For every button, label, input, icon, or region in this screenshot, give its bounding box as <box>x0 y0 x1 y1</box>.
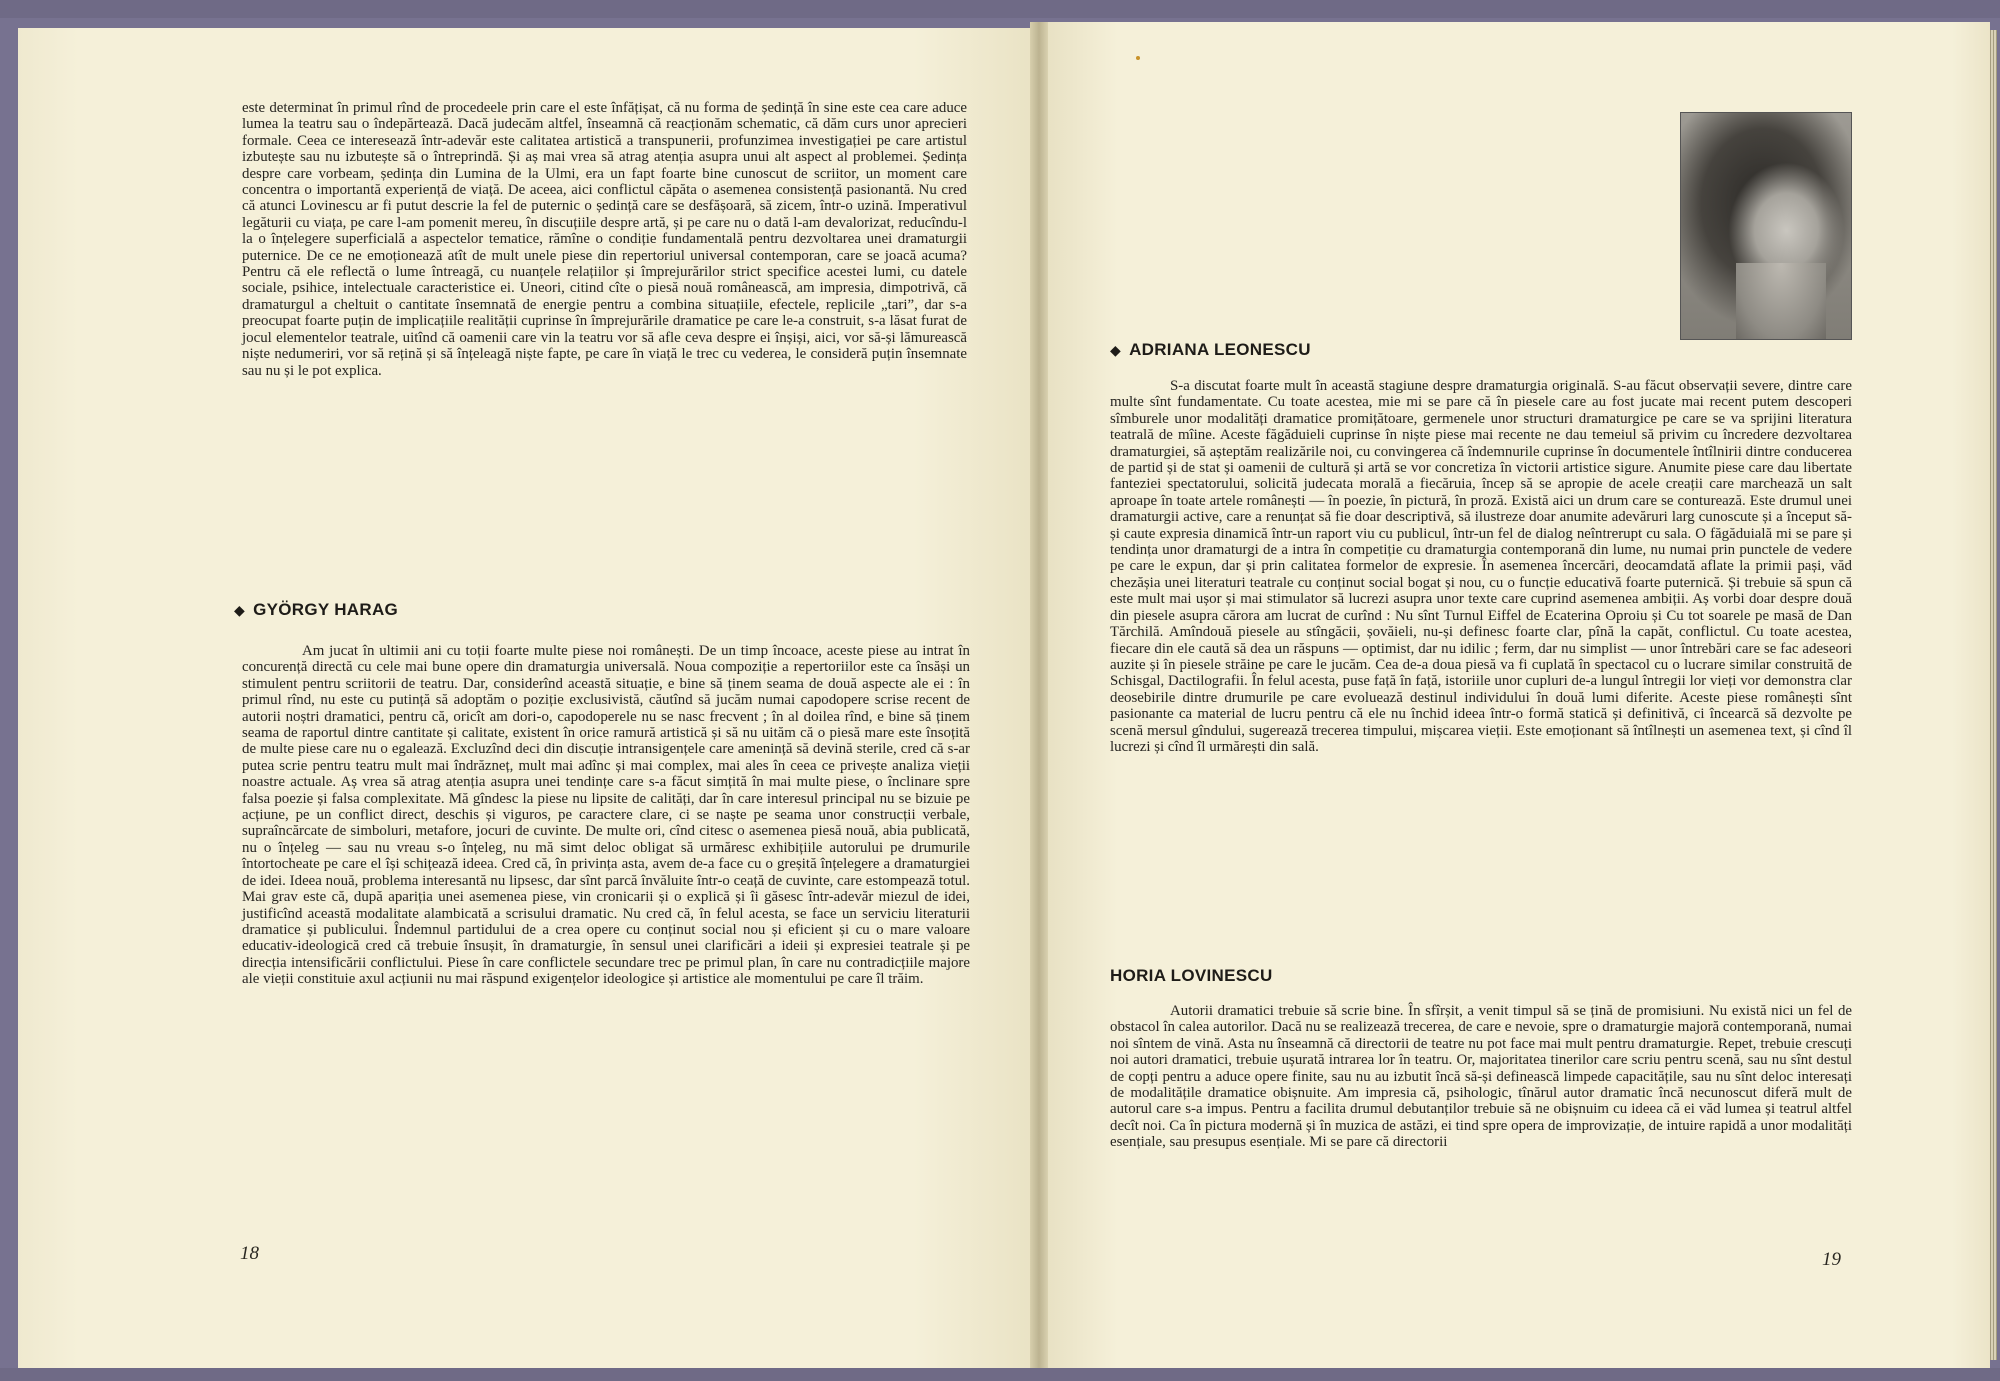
lovinescu-heading: HORIA LOVINESCU <box>1110 966 1273 985</box>
portrait-photo <box>1680 112 1852 340</box>
page-number-left: 18 <box>240 1243 259 1264</box>
leonescu-heading: ◆ ADRIANA LEONESCU <box>1110 340 1311 359</box>
lovinescu-section <box>1110 966 1710 986</box>
diamond-bullet-icon: ◆ <box>234 602 246 618</box>
harag-body: Am jucat în ultimii ani cu toții foarte multe piese noi românești. De un timp încoace, aceste piese au intrat în concurență directă cu cele mai bune opere din dramaturgia universală. Noua compoziție a repertoriilor este ca însăși un stimulent pentru scriitorii de teatru. Dar, considerînd această situație, e bine să ținem seama de două aspecte ale ei : în primul rînd, nu este cu putință să adoptăm o poziție exclusivistă, căutînd să jucăm numai capodopere scrise recent de autorii noștri dramatici, pentru că, oricît am dori-o, capodoperele nu se nasc frecvent ; în al doilea rînd, e bine să ținem seama de raportul dintre cantitate și calitate, existent în orice ramură artistică și să nu uităm că o piesă mare este însoțită de multe piese care nu o egalează. Excluzînd deci din discuție intransigențele care amenință să devină sterile, cred că s-ar putea scrie pentru teatru mult mai îndrăzneț, mult mai adînc și mai complex, mai ales în ceea ce privește analiza vieții noastre actuale. Aș vrea să atrag atenția asupra unei tendințe care s-a făcut simțită în mai multe piese, o înclinare spre falsa poezie și falsa complexitate. Mă gîndesc la piese nu lipsite de calități, dar în care interesul principal nu se bizuie pe acțiune, pe un conflict direct, deschis și viguros, pe caractere clare, ci se naște pe seama unor construcții verbale, supraîncărcate de simboluri, metafore, jocuri de cuvinte. De multe ori, cînd citesc o asemenea piesă nouă, abia publicată, nu o înțeleg — sau nu vreau s-o înțeleg, nu mă simt deloc obligat să urmăresc exhibițiile autorului pe drumurile întortocheate pe care el își schițează ideea. Cred că, în privința asta, avem de-a face cu o greșită înțelegere a dramaturgiei de idei. Ideea nouă, problema interesantă nu lipsesc, dar sînt parcă învăluite într-o ceață de cuvinte, care estompează totul. Mai grav este că, după apariția unei asemenea piese, vin cronicarii și o explică și îi găsesc într-adevăr miezul de idei, justificînd această modalitate alambicată a scrisului dramatic. Nu cred că, în felul acesta, se face un serviciu literaturii dramatice și publicului. Îndemnul partidului de a crea opere cu conținut social nou și eficient și cu o mare valoare educativ-ideologică cred că trebuie însușit, în dramaturgie, în sensul unei clarificări a ideii și expresiei teatrale și pe direcția intensificării conflictului. Piese în care conflictele secundare trec pe primul plan, în care nu contradicțiile majore ale vieții constituie axul acțiunii nu mai răspund exigențelor ideologice și artistice ale momentului pe care îl trăim. <box>242 643 970 988</box>
left-intro-column <box>242 100 967 379</box>
lovinescu-body-column <box>1110 1003 1852 1151</box>
harag-body-column <box>242 643 970 988</box>
harag-heading: ◆ GYÖRGY HARAG <box>234 600 399 619</box>
leonescu-body: S-a discutat foarte mult în această stagiune despre dramaturgia originală. S-au făcut observații severe, dintre care multe sînt fundamentate. Cu toate acestea, mie mi se pare că în piesele care au fost jucate mai recent putem descoperi sîmburele unor modalități dramatice promițătoare, germenele unor structuri dramaturgice pe care se va sprijini literatura teatrală de mîine. Aceste făgăduieli cuprinse în niște piese mai recente ne dau temeiul să privim cu încredere dezvoltarea dramaturgiei, să așteptăm realizările noi, cu convingerea că îndemnurile cuprinse în documentele întîlnirii dintre conducerea de partid și de stat și oamenii de cultură și artă se vor concretiza în victorii artistice sigure. Anumite piese care dau libertate fanteziei spectatorului, solicită judecata morală a fiecăruia, încep să se apropie de acele creații care marchează un salt aproape în toate artele românești — în poezie, în pictură, în proză. Există aici un drum care se conturează. Este drumul unei dramaturgii active, care a renunțat să fie doar descriptivă, să ilustreze doar anumite adevăruri larg cunoscute și a început să-și caute expresia dinamică într-un raport viu cu publicul, într-un fel de dialog neîntrerupt cu sala. O făgăduială mi se pare și tendința unor dramaturgi de a intra în competiție cu dramaturgia contemporană din lume, nu numai prin punctele de vedere pe care le expun, dar și prin calitatea formelor de expresie. În asemenea încercări, deocamdată aflate la primii pași, văd chezășia unei literaturi teatrale cu conținut social bogat și nou, cu o funcție educativă foarte puternică. Și trebuie să spun că este mult mai ușor și mai stimulator să lucrezi asupra unor texte care cuprind asemenea ambiții. Aș vorbi doar despre două din piesele asupra cărora am lucrat de curînd : Nu sînt Turnul Eiffel de Ecaterina Oproiu și Cu tot soarele pe masă de Dan Tărchilă. Amîndouă piesele au stîngăcii, șovăieli, nu-și definesc foarte clar, pînă la capăt, conflictul. Cu toate acestea, fiecare din ele caută să dea un răspuns — optimist, dar nu idilic ; ferm, dar nu simplist — unor întrebări care se fac adeseori auzite și în piesele străine pe care le jucăm. Cea de-a doua piesă va fi cuplată în spectacol cu o lucrare similar construită de Schisgal, Dactilografii. În felul acesta, puse față în față, istoriile unor cupluri de-a lungul întregii lor vieți vor demonstra clar deosebirile dintre drumurile pe care evoluează destinul individului în două lumi diferite. Aceste piese românești sînt pasionante ca material de lucru pentru că ele nu închid ideea într-o formă statică și definitivă, ci încearcă să dezvolte pe scenă mersul gîndului, sugerează trecerea timpului, mișcarea vieții. Este emoționant să întîlnești un asemenea text, și cînd îl lucrezi și cînd îl urmărești din sală. <box>1110 378 1852 755</box>
leonescu-section <box>1110 340 1710 360</box>
book-gutter <box>1030 22 1048 1368</box>
left-intro-paragraph: este determinat în primul rînd de procedeele prin care el este înfățișat, că nu forma de ședință în sine este cea care aduce lumea la teatru sau o îndepărtează. Dacă judecăm altfel, înseamnă că reacționăm schematic, că dăm curs unor aprecieri formale. Ceea ce interesează într-adevăr este calitatea artistică a transpunerii, profunzimea investigației pe care artistul izbutește sau nu izbutește să o întreprindă. Și aș mai vrea să atrag atenția asupra unui alt aspect al problemei. Ședința despre care vorbeam, ședința din Lumina de la Ulmi, era un fapt foarte bine cunoscut de scriitor, un moment care concentra o importantă experiență de viață. De aceea, aici conflictul căpăta o asemenea consistență pasionantă. Nu cred că atunci Lovinescu ar fi putut descrie la fel de puternic o ședință care se desfășoară, să zicem, într-o uzină. Imperativul legăturii cu viața, pe care l-am pomenit mereu, în discuțiile despre artă, și pe care nu o dată l-am devalorizat, reducîndu-l la o înțelegere superficială a aspectelor tematice, rămîne o condiție fundamentală pentru dezvoltarea unei dramaturgii puternice. De ce ne emoționează atît de mult unele piese din repertoriul universal contemporan, care se joacă acuma? Pentru că ele reflectă o lume întreagă, cu nuanțele relațiilor și împrejurărilor strict specifice acestei lumi, cu datele sociale, psihice, intelectuale caracteristice ei. Uneori, citind cîte o piesă nouă românească, am impresia, dimpotrivă, că dramaturgul a cheltuit o cantitate însemnată de energie pentru a combina situațiile, efectele, replicile „tari”, dar s-a preocupat foarte puțin de implicațiile realității cuprinse în împrejurările dramatice pe care le-a construit, s-a lăsat furat de jocul elementelor teatrale, uitînd că oamenii care vin la teatru vor să afle ceva despre ei înșiși, aici, vor să-și lămurească niște nedumeriri, vor să rețină și să înțeleagă niște fapte, pe care în viață le trec cu vederea, le consideră puțin însemnate sau nu și le pot explica. <box>242 100 967 379</box>
lovinescu-body: Autorii dramatici trebuie să scrie bine. În sfîrșit, a venit timpul să se țină de promisiuni. Nu există nici un fel de obstacol în calea autorilor. Dacă nu se realizează trecerea, de care e nevoie, spre o dramaturgie majoră contemporană, numai noi sîntem de vină. Asta nu înseamnă că directorii de teatre nu pot face mai mult pentru dramaturgie. Repet, trebuie crescuți noi autori dramatici, trebuie ușurată intrarea lor în teatru. Or, majoritatea tinerilor care scriu pentru scenă, sau nu sînt destul de copți pentru a aduce opere finite, sau nu au izbutit încă să-și definească limpede capacitățile, sau nu sînt deloc interesați de modalitățile dramatice obișnuite. Am impresia că, psihologic, tînărul autor dramatic încă necunoscut diferă mult de autorul care s-a impus. Pentru a facilita drumul debutanților trebuie să ne obișnuim cu ideea că ei văd lumea și teatrul altfel decît noi. Ca în pictura modernă și în muzica de astăzi, ei tind spre opera de improvizație, de intuire rapidă a unor modalități esențiale, sau presupus esențiale. Mi se pare că directorii <box>1110 1003 1852 1151</box>
harag-section <box>234 600 974 620</box>
leonescu-body-column <box>1110 378 1852 755</box>
ink-speck <box>1136 56 1140 60</box>
page-number-right: 19 <box>1822 1249 1841 1270</box>
diamond-bullet-icon: ◆ <box>1110 342 1122 358</box>
